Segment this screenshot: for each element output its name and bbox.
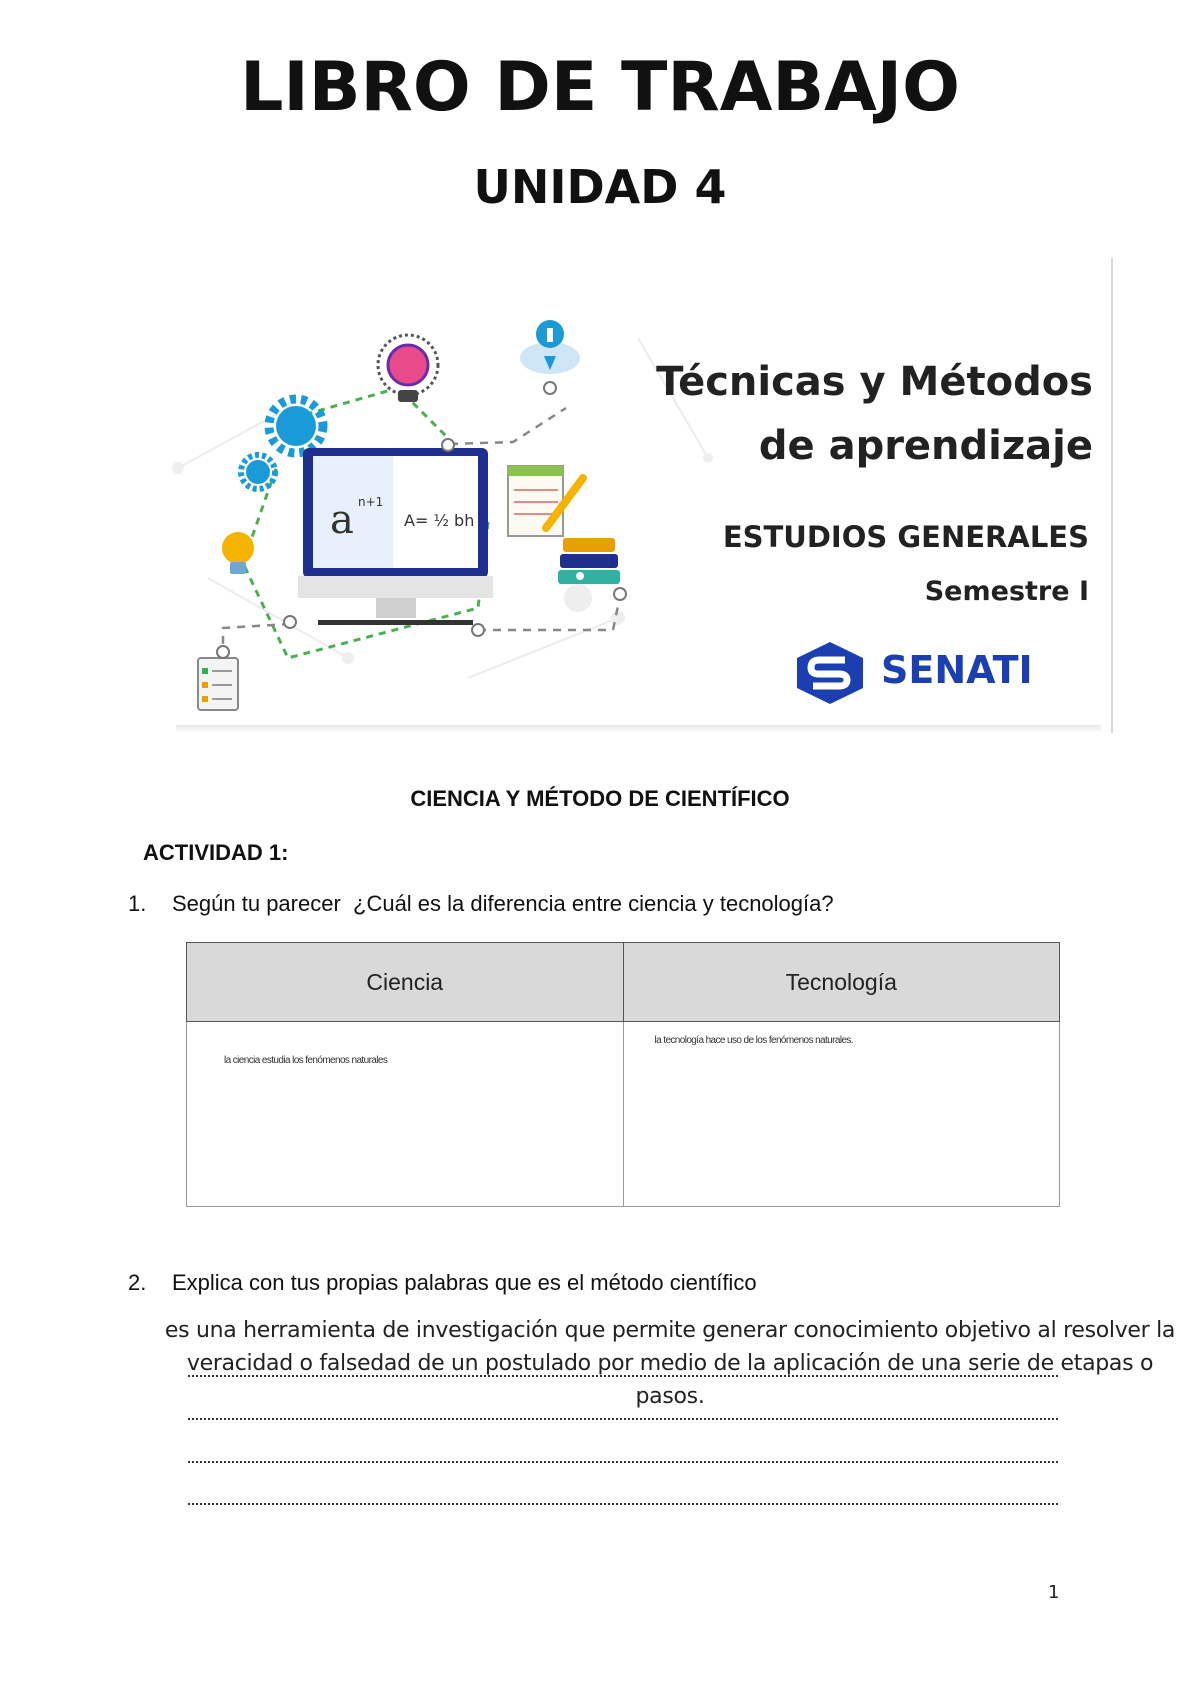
- table-row: [187, 1022, 1060, 1207]
- answer-dotted-line: [188, 1375, 1058, 1377]
- svg-text:A= ½ bh: A= ½ bh: [404, 511, 475, 530]
- banner-shadow: [176, 725, 1101, 733]
- table-header-row: [187, 943, 1060, 1022]
- document-title: LIBRO DE TRABAJO: [240, 48, 960, 127]
- answer-text-tecnologia: la tecnología hace uso de los fenómenos naturales.: [654, 1035, 853, 1046]
- answer-2-line-2: veracidad o falsedad de un postulado por medio de la aplicación de una serie de etapas o pasos.: [186, 1351, 1154, 1409]
- senati-wordmark: SENATI: [881, 648, 1033, 692]
- page-number: 1: [1048, 1582, 1060, 1603]
- answer-cell-ciencia[interactable]: [187, 1022, 624, 1207]
- question-text: Según tu parecer ¿Cuál es la diferencia entre ciencia y tecnología?: [172, 891, 834, 916]
- course-title-line-2: de aprendizaje: [758, 423, 1093, 469]
- answer-dotted-line: [188, 1418, 1058, 1420]
- checklist-icon: [198, 658, 238, 710]
- learning-illustration: [168, 258, 728, 733]
- course-title-line-1: Técnicas y Métodos: [656, 359, 1093, 405]
- question-2: [128, 1270, 1128, 1300]
- question-number: 2.: [128, 1270, 147, 1295]
- notepad-icon: [508, 466, 583, 536]
- svg-text:a: a: [330, 497, 354, 543]
- senati-emblem-icon: [793, 640, 867, 706]
- question-text: Explica con tus propias palabras que es el método científico: [172, 1270, 757, 1295]
- answer-2-text[interactable]: [150, 1314, 1190, 1413]
- unit-title: UNIDAD 4: [473, 160, 727, 214]
- section-title: CIENCIA Y MÉTODO DE CIENTÍFICO: [410, 786, 790, 811]
- answer-text-ciencia: la ciencia estudia los fenómenos naturales: [224, 1055, 388, 1066]
- monitor-icon: [298, 448, 493, 625]
- info-cloud-icon: [520, 320, 580, 394]
- course-banner: [168, 258, 1113, 733]
- activity-label: ACTIVIDAD 1:: [143, 840, 289, 865]
- banner-right-rule: [1111, 258, 1113, 733]
- header-tecnologia: Tecnología: [623, 943, 1060, 1022]
- lightbulb-icon: [222, 532, 254, 574]
- header-ciencia: Ciencia: [187, 943, 624, 1022]
- senati-logo: [793, 640, 1043, 710]
- question-1: [128, 891, 1128, 921]
- course-title: [656, 350, 1093, 478]
- comparison-table: [186, 942, 1060, 1207]
- answer-cell-tecnologia[interactable]: [623, 1022, 1060, 1207]
- course-area: ESTUDIOS GENERALES: [722, 520, 1089, 554]
- books-icon: [558, 538, 620, 584]
- answer-dotted-line: [188, 1503, 1058, 1505]
- question-number: 1.: [128, 891, 147, 916]
- course-term: Semestre I: [924, 576, 1089, 607]
- answer-2-line-1: es una herramienta de investigación que permite generar conocimiento objetivo al resolver la: [164, 1318, 1176, 1343]
- svg-text:n+1: n+1: [358, 495, 384, 509]
- answer-dotted-line: [188, 1461, 1058, 1463]
